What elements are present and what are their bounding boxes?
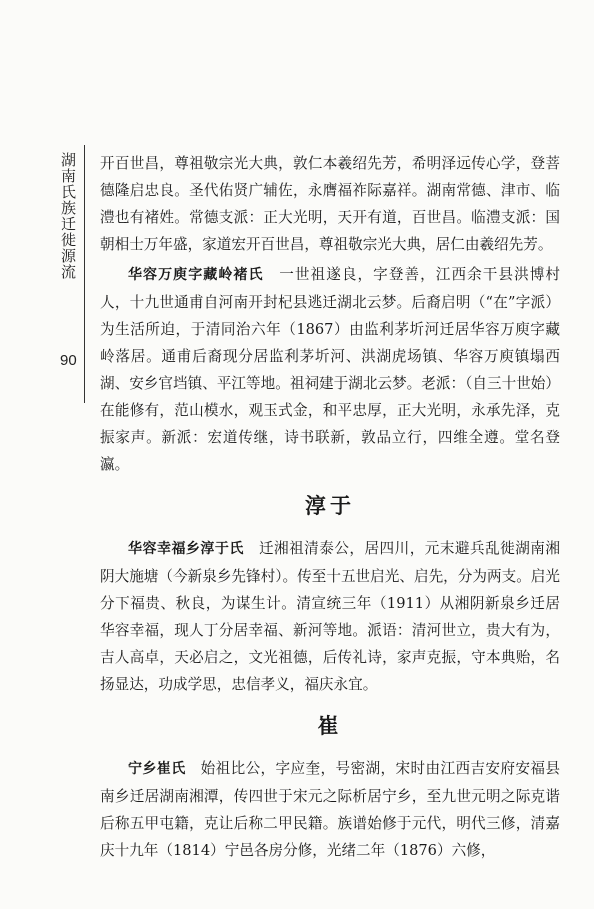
paragraph-continued: 开百世昌，尊祖敬宗光大典，敦仁本羲绍先芳，希明泽远传心学，登菩德隆启忠良。圣代佑贤广辅佐，永膺福祚际嘉祥。湖南常德、津市、临澧也有褚姓。常德支派：正大光明，天开有道，百世昌。临澧支派：国朝相士万年盛，家道宏开百世昌，尊祖敬宗光大典，居仁由羲绍先芳。	[100, 155, 560, 253]
entry-text: 始祖比公，字应奎，号密湖，宋时由江西吉安府安福县南乡迁居湖南湘潭，传四世于宋元之际析居宁乡，至九世元明之际克谐后称五甲屯籍，克让后称二甲民籍。族谱始修于元代，明代三修，清嘉庆十九年（1814）宁邑各房分修，光绪二年（1876）六修，	[100, 760, 560, 859]
surname-heading-cui: 崔	[317, 714, 343, 738]
clan-entry-huarong-chunyu	[100, 535, 560, 698]
clan-entry-huarong-chu	[100, 261, 560, 478]
entry-text: 一世祖遂良，字登善，江西余干县洪博村人，十九世通甫自河南开封杞县逃迁湖北云梦。后裔启明（“在”字派）为生活所迫，于清同治六年（1867）由监利茅圻河迁居华容万庾字藏岭落居。通甫后裔现分居监利茅圻河、洪湖虎场镇、华容万庾镇塌西湖、安乡官垱镇、平江等地。祖祠建于湖北云梦。老派：（自三十世始）在能修有，范山模水，观玉式金，和平忠厚，正大光明，永承先泽，克振家声。新派：宏道传继，诗书联新，敦品立行，四维全遵。堂名登瀛。	[100, 266, 560, 473]
surname-heading-chunyu: 淳于	[305, 494, 355, 518]
clan-entry-ningxiang-cui	[100, 755, 560, 864]
page-content	[100, 150, 560, 864]
margin-rule	[84, 145, 85, 403]
entry-heading: 宁乡崔氏	[128, 761, 186, 777]
entry-text: 迁湘祖清泰公，居四川，元末避兵乱徙湖南湘阴大施塘（今新泉乡先锋村）。传至十五世启光、启先，分为两支。启光分下福贵、秋良，为谋生计。清宣统三年（1911）从湘阴新泉乡迁居华容幸福，现人丁分居幸福、新河等地。派语：清河世立，贵大有为，吉人高卓，天必启之，文光祖德，后传礼诗，家声克振，守本典贻，名扬显达，功成学思，忠信孝义，福庆永宜。	[100, 540, 560, 693]
entry-heading: 华容万庾字藏岭褚氏	[128, 267, 264, 283]
running-title: 湖南氏族迁徙源流	[59, 152, 77, 280]
entry-heading: 华容幸福乡淳于氏	[128, 541, 244, 557]
page-number: 90	[60, 352, 77, 369]
